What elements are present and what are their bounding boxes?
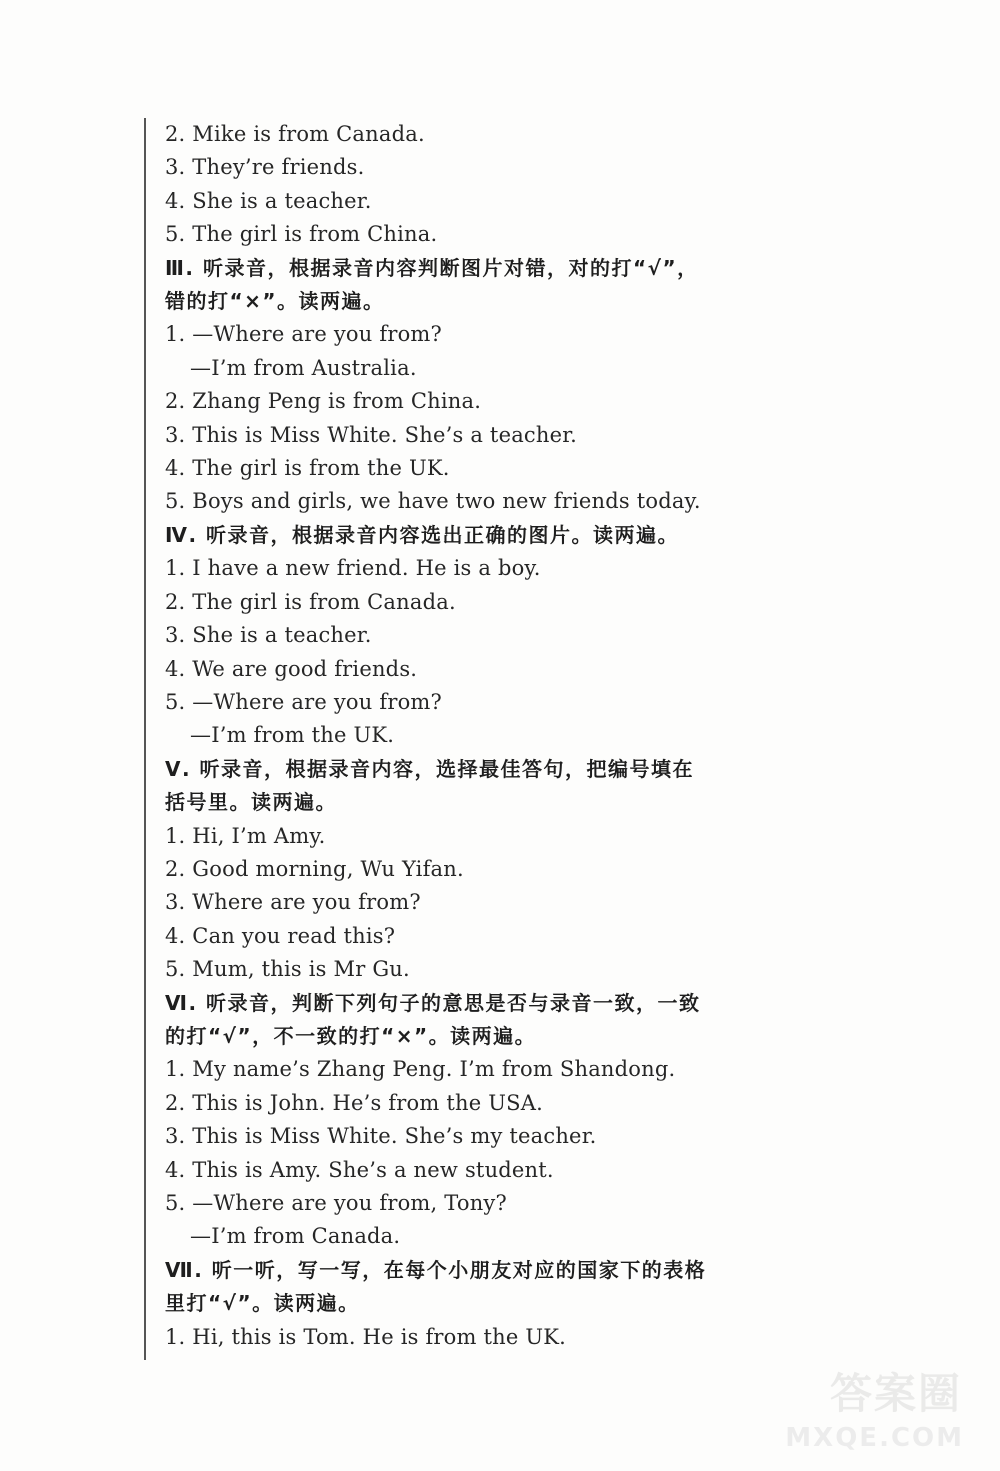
script-line: 4. This is Amy. She’s a new student.	[165, 1157, 554, 1182]
section-heading: 括号里。读两遍。	[165, 790, 337, 815]
script-line: 1. Hi, I’m Amy.	[165, 823, 326, 848]
script-line: 1. —Where are you from?	[165, 322, 442, 347]
watermark	[785, 1368, 982, 1463]
script-line: 2. The girl is from Canada.	[165, 589, 456, 614]
script-line: 5. —Where are you from?	[165, 689, 442, 714]
script-line: 4. The girl is from the UK.	[165, 456, 450, 481]
script-line: 4. She is a teacher.	[165, 188, 372, 213]
script-line: 2. Good morning, Wu Yifan.	[165, 856, 464, 881]
script-line: 1. My name’s Zhang Peng. I’m from Shandong.	[165, 1057, 676, 1082]
script-line: 3. She is a teacher.	[165, 623, 372, 648]
script-line: 4. Can you read this?	[165, 923, 396, 948]
script-line-reply: —I’m from Australia.	[190, 355, 417, 380]
script-line: 5. The girl is from China.	[165, 222, 438, 247]
script-line: 2. Zhang Peng is from China.	[165, 389, 482, 414]
script-line: 5. —Where are you from, Tony?	[165, 1191, 507, 1215]
section-heading: Ⅴ. 听录音，根据录音内容，选择最佳答句，把编号填在	[165, 756, 695, 781]
script-line: 4. We are good friends.	[165, 656, 418, 681]
section-heading: 错的打“×”。读两遍。	[165, 289, 385, 314]
script-line-reply: —I’m from the UK.	[190, 723, 395, 748]
section-heading: Ⅳ. 听录音，根据录音内容选出正确的图片。读两遍。	[165, 522, 680, 547]
script-line: 5. Boys and girls, we have two new friends today.	[165, 489, 701, 514]
script-line: 3. This is Miss White. She’s a teacher.	[165, 422, 578, 447]
script-line: 3. Where are you from?	[165, 890, 421, 915]
script-line-reply: —I’m from Canada.	[190, 1224, 401, 1249]
script-line: 1. Hi, this is Tom. He is from the UK.	[165, 1324, 567, 1349]
script-line: 2. Mike is from Canada.	[165, 122, 425, 146]
section-heading: 里打“√”。读两遍。	[165, 1291, 360, 1316]
watermark-logo: 答案圈	[829, 1369, 962, 1418]
watermark-url: MXQE.COM	[785, 1423, 964, 1453]
script-line: 2. This is John. He’s from the USA.	[165, 1090, 543, 1115]
margin-rule	[144, 118, 146, 1360]
section-heading: Ⅶ. 听一听，写一写，在每个小朋友对应的国家下的表格	[165, 1257, 707, 1282]
script-line: 5. Mum, this is Mr Gu.	[165, 957, 410, 982]
section-heading: Ⅵ. 听录音，判断下列句子的意思是否与录音一致，一致	[165, 990, 701, 1015]
listening-script-text	[165, 118, 785, 1354]
script-line: 3. They’re friends.	[165, 155, 365, 180]
script-line: 1. I have a new friend. He is a boy.	[165, 556, 541, 581]
section-heading: Ⅲ. 听录音，根据录音内容判断图片对错，对的打“√”，	[165, 255, 699, 280]
script-line: 3. This is Miss White. She’s my teacher.	[165, 1124, 597, 1149]
section-heading: 的打“√”，不一致的打“×”。读两遍。	[165, 1023, 537, 1048]
